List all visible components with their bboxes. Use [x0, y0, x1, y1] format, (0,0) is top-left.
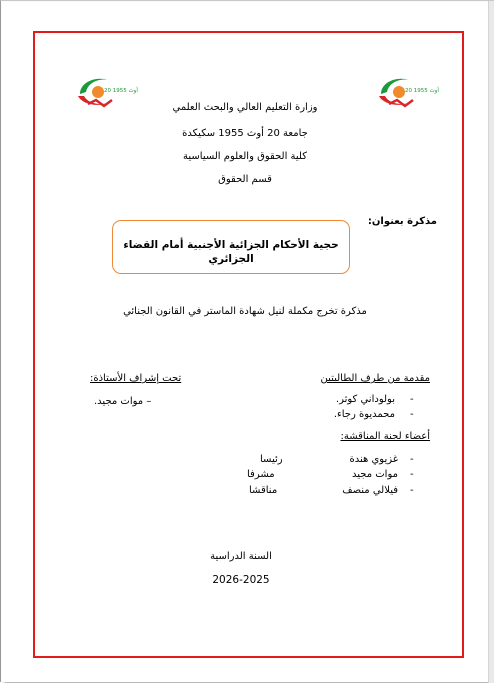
supervisor-name: – موات مجيد. [94, 396, 152, 407]
vertical-scrollbar[interactable] [488, 1, 494, 683]
ministry-name: وزارة التعليم العالي والبحث العلمي [172, 102, 318, 113]
memo-subtitle: مذكرة تخرج مكملة لنيل شهادة الماستر في القانون الجنائي [123, 306, 367, 317]
department-name: قسم الحقوق [218, 174, 272, 185]
memo-title: حجية الأحكام الجزائية الأجنبية أمام القضاء الجزائري [123, 239, 339, 265]
students-heading: مقدمة من طرف الطالبتين [320, 373, 430, 384]
page-border-frame [33, 31, 464, 658]
logo-right-text: 20 أوث 1955 [405, 88, 439, 94]
committee-heading: أعضاء لجنة المناقشة: [340, 431, 430, 442]
committee-member-name: فيلالي منصف [342, 485, 398, 496]
memo-label: مذكرة بعنوان: [367, 216, 437, 227]
list-bullet: - [410, 409, 414, 420]
committee-member-name: غزيوي هندة [349, 454, 398, 465]
academic-year-label: السنة الدراسية [210, 551, 272, 562]
logo-left-text: 20 أوث 1955 [104, 88, 138, 94]
list-bullet: - [410, 394, 414, 405]
list-bullet: - [410, 469, 414, 480]
committee-member-name: موات مجيد [352, 469, 398, 480]
committee-member-role: رئيسا [260, 454, 283, 465]
supervisor-heading: تحت إشراف الأستاذة: [90, 373, 182, 384]
list-bullet: - [410, 454, 414, 465]
faculty-name: كلية الحقوق والعلوم السياسية [183, 151, 307, 162]
committee-member-role: مشرفا [247, 469, 275, 480]
committee-member-role: مناقشا [249, 485, 278, 496]
memo-title-box [112, 220, 350, 274]
student-name-1: بولوداني كوثر. [335, 394, 395, 405]
list-bullet: - [410, 485, 414, 496]
student-name-2: محمديوة رجاء. [333, 409, 395, 420]
academic-year-value: 2026-2025 [212, 574, 270, 586]
document-page [2, 2, 488, 682]
university-name: جامعة 20 أوث 1955 سكيكدة [182, 128, 308, 139]
